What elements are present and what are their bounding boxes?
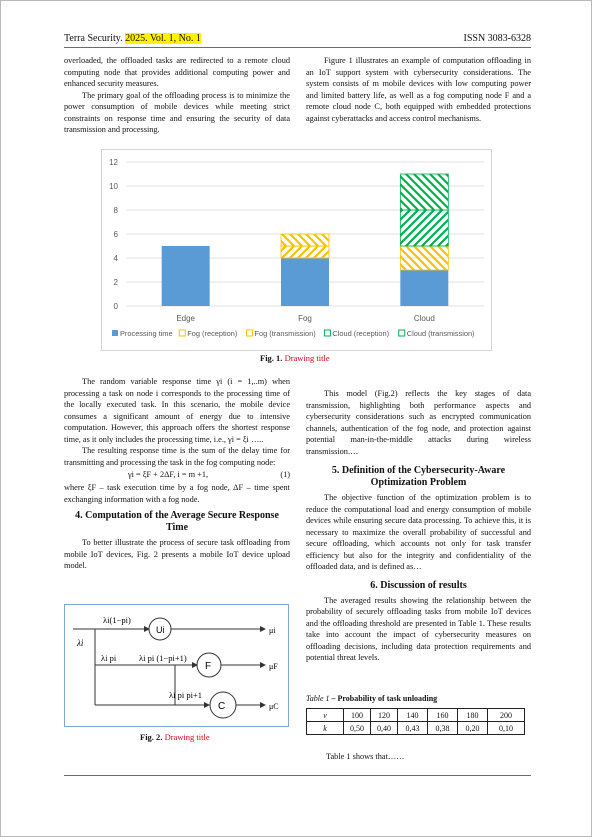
table-1-caption xyxy=(306,694,437,703)
mu-i-label: μi xyxy=(269,626,276,635)
table-1 xyxy=(306,708,525,735)
node-u-label: Ui xyxy=(156,625,165,635)
left-column-top xyxy=(64,55,290,136)
table-cell: 0,38 xyxy=(428,722,458,735)
legend-label: Processing time xyxy=(120,329,173,338)
section-heading: 4. Computation of the Average Secure Response Time xyxy=(75,510,279,533)
paragraph: This model (Fig.2) reflects the key stages of data transmission, highlighting both performance aspects and cybersecurity considerations such as encrypted communication channels, authentication of the fog node, and protection against potential man-in-the-middle attacks during wireless transmission.… xyxy=(306,389,531,456)
x-tick-label: Fog xyxy=(298,314,312,323)
node-c-label: C xyxy=(218,701,226,712)
journal-title xyxy=(64,33,201,44)
equation-number: (1) xyxy=(280,470,290,479)
legend-swatch xyxy=(324,330,330,336)
legend-label: Cloud (transmission) xyxy=(406,329,475,338)
bar-segment-fog-1 xyxy=(281,246,329,258)
bar-segment-cloud-2 xyxy=(400,246,448,270)
header-rule xyxy=(64,47,531,48)
mu-f-label: μF xyxy=(269,662,278,671)
paragraph: overloaded, the offloaded tasks are redirected to a remote cloud computing node that provides additional computing power and enhanced security measures. xyxy=(64,56,290,88)
footer-rule xyxy=(64,775,531,776)
table-label: Table 1 xyxy=(306,694,330,703)
x-tick-label: Cloud xyxy=(413,314,435,323)
equation-text: γi = ξF + 2ΔF, i = m +1, xyxy=(128,470,209,479)
bar-segment-cloud-0 xyxy=(400,270,448,306)
table-row xyxy=(307,709,525,722)
edge-label-4: λi pi pi+1 xyxy=(169,690,202,700)
figure-1-caption xyxy=(260,353,330,363)
right-column-middle xyxy=(306,388,531,664)
offloading-model-diagram xyxy=(65,605,288,726)
y-tick-label: 10 xyxy=(109,182,118,191)
y-tick-label: 6 xyxy=(113,230,118,239)
table-title: – Probability of task unloading xyxy=(329,694,438,703)
mu-c-label: μC xyxy=(269,702,279,711)
legend-swatch xyxy=(112,330,118,336)
edge-label-2: λi pi xyxy=(101,653,117,663)
bar-segment-cloud-4 xyxy=(400,174,448,210)
table-cell: 0,20 xyxy=(458,722,488,735)
legend-label: Cloud (reception) xyxy=(332,329,390,338)
figure-label: Fig. 1. xyxy=(260,353,283,363)
legend-swatch xyxy=(179,330,185,336)
table-row xyxy=(307,722,525,735)
section-heading: 6. Discussion of results xyxy=(370,579,467,591)
paragraph: where ξF – task execution time by a fog node, ΔF – time spent exchanging information with a fog node. xyxy=(64,483,290,504)
equation-1 xyxy=(64,468,290,482)
figure-title: Drawing title xyxy=(284,353,330,363)
figure-label: Fig. 2. xyxy=(140,732,163,742)
table-1-followup: Table 1 shows that…… xyxy=(326,752,405,761)
left-column-middle xyxy=(64,376,290,572)
edge-label-1: λi(1−pi) xyxy=(103,615,131,625)
table-cell: 200 xyxy=(488,709,525,722)
paragraph: The objective function of the optimization problem is to reduce the computational load and energy consumption of mobile devices while ensuring secure data processing. To achieve this, it is necessary to maximize the overall probability of successful and secure offloading, which accounts not only for task transfer efficiency but also for the integrity and confidentiality of the offloaded data, and is defined as… xyxy=(306,493,531,571)
y-tick-label: 4 xyxy=(113,254,118,263)
y-tick-label: 8 xyxy=(113,206,118,215)
legend-swatch xyxy=(247,330,253,336)
table-cell: 0,50 xyxy=(344,722,371,735)
y-tick-label: 12 xyxy=(109,158,118,167)
journal-name: Terra Security. xyxy=(64,33,123,44)
table-cell: 160 xyxy=(428,709,458,722)
x-tick-label: Edge xyxy=(176,314,196,323)
table-cell: k xyxy=(307,722,344,735)
page-header xyxy=(64,33,531,48)
bar-segment-cloud-3 xyxy=(400,210,448,246)
bar-chart xyxy=(102,150,491,350)
bar-segment-edge-0 xyxy=(162,246,210,306)
legend-label: Fog (reception) xyxy=(187,329,238,338)
paragraph: The resulting response time is the sum of the delay time for transmitting and processing the task in the fog computing node: xyxy=(64,446,290,467)
paragraph: The primary goal of the offloading process is to minimize the power consumption of mobile devices while meeting strict constraints on response time and ensuring the security of data transmission and processing. xyxy=(64,90,290,134)
paragraph: To better illustrate the process of secure task offloading from mobile IoT devices, Fig. 2 presents a mobile IoT device upload model. xyxy=(64,538,290,570)
edge-label-3: λi pi (1−pi+1) xyxy=(139,653,187,663)
table-cell: 180 xyxy=(458,709,488,722)
table-cell: 0,10 xyxy=(488,722,525,735)
bar-segment-fog-0 xyxy=(281,258,329,306)
issue-info: 2025. Vol. 1, No. 1 xyxy=(125,33,201,44)
legend-swatch xyxy=(399,330,405,336)
bar-segment-fog-2 xyxy=(281,234,329,246)
figure-title: Drawing title xyxy=(164,732,210,742)
paragraph: The averaged results showing the relationship between the probability of securely offloading tasks from mobile IoT devices and the offloading threshold are presented in Table 1. These results take into account the impact of cybersecurity measures on offloading decisions, including data protection requirements and potential threat levels. xyxy=(306,595,531,662)
section-heading: 5. Definition of the Cybersecurity-Aware Optimization Problem xyxy=(331,465,506,488)
figure-1-chart xyxy=(101,149,492,351)
right-column-top xyxy=(306,55,531,124)
node-f-label: F xyxy=(205,661,212,672)
lambda-input-label: λi xyxy=(77,638,84,648)
y-tick-label: 2 xyxy=(113,278,118,287)
legend-label: Fog (transmission) xyxy=(254,329,316,338)
table-cell: 0,40 xyxy=(371,722,398,735)
table-cell: 140 xyxy=(398,709,428,722)
table-cell: 120 xyxy=(371,709,398,722)
table-cell: v xyxy=(307,709,344,722)
paragraph: The random variable response time γi (i = 1,..m) when processing a task on node i corresponds to the processing time of the locally executed task. In this scenario, the mobile device consumes a significant amount of energy due to intensive computation. However, this approach offers the shortest response time, as it only includes the processing time, i.e., γi = ξi ….. xyxy=(64,377,290,444)
figure-2-caption xyxy=(140,732,210,742)
y-tick-label: 0 xyxy=(113,302,118,311)
issn: ISSN 3083-6328 xyxy=(463,33,531,44)
paragraph: Figure 1 illustrates an example of computation offloading in an IoT support system with cybersecurity considerations. The system consists of m mobile devices with low computing power and limited battery life, as well as a fog computing node F and a remote cloud node C, both equipped with embedded protections against cyberattacks and access control mechanisms. xyxy=(306,56,531,123)
table-cell: 0,43 xyxy=(398,722,428,735)
figure-2-diagram xyxy=(64,604,289,727)
table-cell: 100 xyxy=(344,709,371,722)
